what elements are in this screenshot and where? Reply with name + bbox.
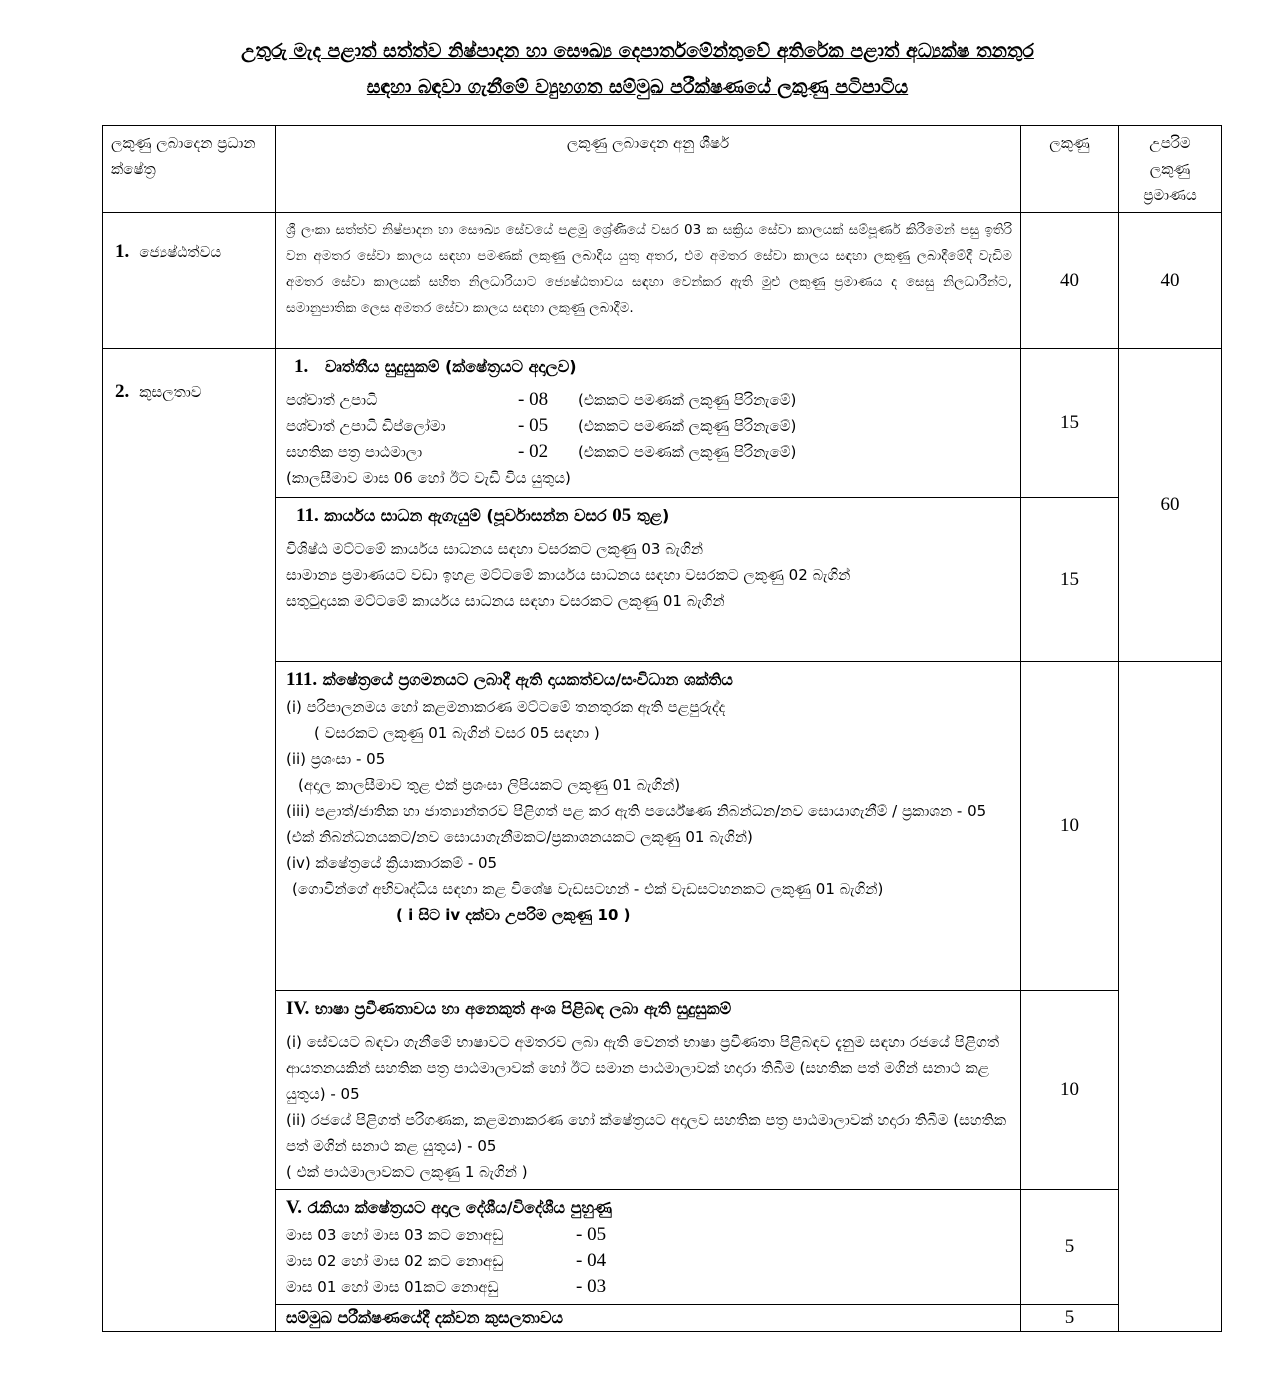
section-heading — [286, 353, 1012, 381]
language-proficiency-marks: 10 — [1021, 991, 1119, 1190]
item-value: - 04 — [576, 1250, 607, 1271]
list-item: විශිෂ්ඨ මට්ටමේ කාර්යය සාධනය සඳහා වසරකට ලකුණු 03 බැගින් — [286, 540, 704, 558]
list-item: (i) පරිපාලනමය හෝ කළමනාකරණ මට්ටමේ තනතුරක ඇති පළපුරුද්ද — [286, 698, 726, 716]
item-label: පශ්චාත් උපාධි — [286, 391, 378, 409]
list-item: සාමාන්‍ය ප්‍රමාණයට වඩා ඉහළ මට්ටමේ කාර්යය සාධනය සඳහා වසරකට ලකුණු 02 බැගින් — [286, 566, 851, 584]
merit-row-1 — [103, 349, 1222, 498]
header-max: උපරිම ලකුණු ප්‍රමාණය — [1119, 126, 1222, 213]
item-label: සහතික පත්‍ර පාඨමාලා — [286, 443, 423, 461]
item-label: මාස 02 හෝ මාස 02 කට නොඅඩු — [286, 1252, 504, 1270]
marks-table — [102, 125, 1222, 1332]
section-title: සම්මුඛ පරීක්ෂණයේදී දක්වන කුසලතාවය — [286, 1308, 564, 1327]
item-label: මාස 03 හෝ මාස 03 කට නොඅඩු — [286, 1226, 504, 1244]
professional-qualifications-marks: 15 — [1021, 349, 1119, 498]
section-title-number: 05 — [612, 505, 632, 526]
list-item — [286, 439, 1012, 465]
list-item — [286, 1274, 1012, 1300]
professional-qualifications — [276, 349, 1021, 498]
page-title-line-1: උතුරු මැද පළාත් සත්ත්ව නිෂ්පාදන හා සෞඛ්‍ය දෙපාර්තමේන්තුවේ අතිරේක පළාත් අධ්‍යක්ෂ තනතුර — [241, 40, 1034, 62]
section-number: 1. — [294, 356, 309, 377]
seniority-row — [103, 213, 1222, 349]
item-value: - 03 — [576, 1276, 607, 1297]
list-item — [286, 413, 1012, 439]
section-heading — [286, 995, 1012, 1023]
list-item: (අදාල කාලසීමාව තුළ එක් ප්‍රශංසා ලිපියකට ලකුණු 01 බැගින්) — [298, 776, 681, 794]
list-item: (iii) පළාත්/ජාතික හා ජාත්‍යාන්තරව පිළිගත් පළ කර ඇති පර්යේෂණ නිබන්ධන/නව සොයාගැනීම් / ප්‍රකාශන - 05 — [286, 802, 987, 820]
list-item: (එක් නිබන්ධනයකට/නව සොයාගැනීමකට/ප්‍රකාශනයකට ලකුණු 01 බැගින්) — [286, 828, 753, 846]
header-row — [103, 126, 1222, 213]
seniority-max: 40 — [1119, 213, 1222, 349]
training-section — [276, 1190, 1021, 1305]
footnote: (කාලසීමාව මාස 06 හෝ ඊට වැඩි විය යුතුය) — [286, 469, 571, 487]
section-heading — [286, 502, 1012, 530]
training-marks: 5 — [1021, 1190, 1119, 1305]
section-title: කාර්යය සාධන ඇගැයුම් (පූර්වාසන්න වසර — [324, 506, 607, 525]
performance-evaluation-marks: 15 — [1021, 498, 1119, 662]
item-value: - 08 — [518, 389, 549, 410]
list-item: (ii) ප්‍රශංසා - 05 — [286, 750, 386, 768]
item-value: - 05 — [576, 1224, 607, 1245]
header-area: ලකුණු ලබාදෙන ප්‍රධාන ක්ෂේත්‍ර — [103, 126, 276, 213]
section-title: වෘත්තීය සුදුසුකම් (ක්ෂේත්‍රයට අදාලව) — [324, 357, 577, 376]
section-number: V. — [286, 1197, 303, 1218]
section-title: භාෂා ප්‍රවීණතාවය හා අනෙකුත් අංශ පිළිබඳ ලබා ඇති සුදුසුකම් — [315, 999, 732, 1018]
list-item: ( i සිට iv දක්වා උපරිම ලකුණු 10 ) — [396, 906, 631, 924]
header-marks: ලකුණු — [1021, 126, 1119, 213]
section-title-end: තුළ) — [636, 506, 670, 525]
item-label: මාස 01 හෝ මාස 01කට නොඅඩු — [286, 1278, 499, 1296]
area-seniority — [103, 213, 276, 349]
section-heading — [286, 666, 1012, 694]
item-note: (එකකට පමණක් ලකුණු පිරිනැමේ) — [578, 391, 797, 409]
header-sub: ලකුණු ලබාදෙන අනු ශීර්ෂ — [276, 126, 1021, 213]
area-number: 2. — [115, 381, 130, 402]
list-item: (i) සේවයට බඳවා ගැනීමේ භාෂාවට අමතරව ලබා ඇති වෙනත් භාෂා ප්‍රවීණතා පිළිබඳව දැනුම සඳහා රජයේ පිළිගත් ආයතනයකින් සහතික පත්‍ර පාඨමාලාවක් හෝ ඊට සමාන පාඨමාලාවක් හදාරා තිබීම (සහතික පත් මගින් සනාථ කළ යුතුය) - 05 — [286, 1033, 1000, 1103]
item-value: - 05 — [518, 415, 549, 436]
list-item — [286, 1222, 1012, 1248]
interview-skill-marks: 5 — [1021, 1305, 1119, 1332]
area-label: කුසලතාව — [139, 383, 202, 401]
seniority-marks: 40 — [1021, 213, 1119, 349]
list-item: සතුටුදායක මට්ටමේ කාර්යය සාධනය සඳහා වසරකට ලකුණු 01 බැගින් — [286, 592, 725, 610]
area-merit — [103, 349, 276, 1332]
list-item: (iv) ක්ෂේත්‍රයේ ක්‍රියාකාරකම් - 05 — [286, 854, 498, 872]
performance-evaluation — [276, 498, 1021, 662]
item-label: පශ්චාත් උපාධි ඩිප්ලෝමා — [286, 417, 446, 435]
item-value: - 02 — [518, 441, 549, 462]
list-item: ( එක් පාඨමාලාවකට ලකුණු 1 බැගින් ) — [286, 1163, 528, 1181]
section-heading — [286, 1194, 1012, 1222]
section-title: රැකියා ක්ෂේත්‍රයට අදාල දේශීය/විදේශීය පුහුණු — [307, 1198, 613, 1217]
area-label: ජ්‍යෙෂ්ඨත්වය — [139, 243, 222, 261]
seniority-description: ශ්‍රී ලංකා සත්ත්ව නිෂ්පාදන හා සෞඛ්‍ය සේවයේ පළමු ශ්‍රේණියේ වසර 03 ක සක්‍රිය සේවා කාලයක් සම්පූර්ණ කිරීමෙන් පසු ඉතිරි වන අමතර සේවා කාලය සඳහා පමණක් ලකුණු ලබාදිය යුතු අතර, එම අමතර සේවා කාලය සඳහා ලකුණු ලබාදීමේදී වැඩිම අමතර සේවා කාලයක් සහිත නිලධාරියාට ජ්‍යෙෂ්ඨතාවය සඳහා වෙන්කර ඇති මුළු ලකුණු ප්‍රමාණය ද සෙසු නිලධාරීන්ට, සමානුපාතික ලෙස අමතර සේවා කාලය සඳහා ලකුණු ලබාදීම. — [276, 213, 1021, 349]
area-number: 1. — [115, 241, 130, 262]
interview-skill — [276, 1305, 1021, 1332]
language-proficiency — [276, 991, 1021, 1190]
list-item — [286, 387, 1012, 413]
section-title: ක්ෂේත්‍රයේ ප්‍රගමනයට ලබාදී ඇති දායකත්වය/සංවිධාන ශක්තිය — [322, 670, 733, 689]
list-item: (ගොවීන්ගේ අභිවෘද්ධිය සඳහා කළ විශේෂ වැඩසටහන් - එක් වැඩසටහනකට ලකුණු 01 බැගින්) — [292, 880, 884, 898]
merit-max: 60 — [1119, 349, 1222, 662]
section-number: IV. — [286, 998, 310, 1019]
item-note: (එකකට පමණක් ලකුණු පිරිනැමේ) — [578, 417, 797, 435]
contribution-section — [276, 662, 1021, 991]
max-column-blank — [1119, 662, 1222, 1332]
list-item: ( වසරකට ලකුණු 01 බැගින් වසර 05 සඳහා ) — [314, 724, 600, 742]
page-title-line-2: සඳහා බඳවා ගැනීමේ ව්‍යුහගත සම්මුඛ පරීක්ෂණයේ ලකුණු පටිපාටිය — [366, 76, 909, 98]
section-number: 111. — [286, 669, 318, 690]
item-note: (එකකට පමණක් ලකුණු පිරිනැමේ) — [578, 443, 797, 461]
list-item: (ii) රජයේ පිළිගත් පරිගණක, කළමනාකරණ හෝ ක්ෂේත්‍රයට අදාලව සහතික පත්‍ර පාඨමාලාවක් හදාරා තිබීම (සහතික පත් මගින් සනාථ කළ යුතුය) - 05 — [286, 1111, 1007, 1155]
section-number: 11. — [296, 505, 319, 526]
contribution-marks: 10 — [1021, 662, 1119, 991]
list-item — [286, 1248, 1012, 1274]
